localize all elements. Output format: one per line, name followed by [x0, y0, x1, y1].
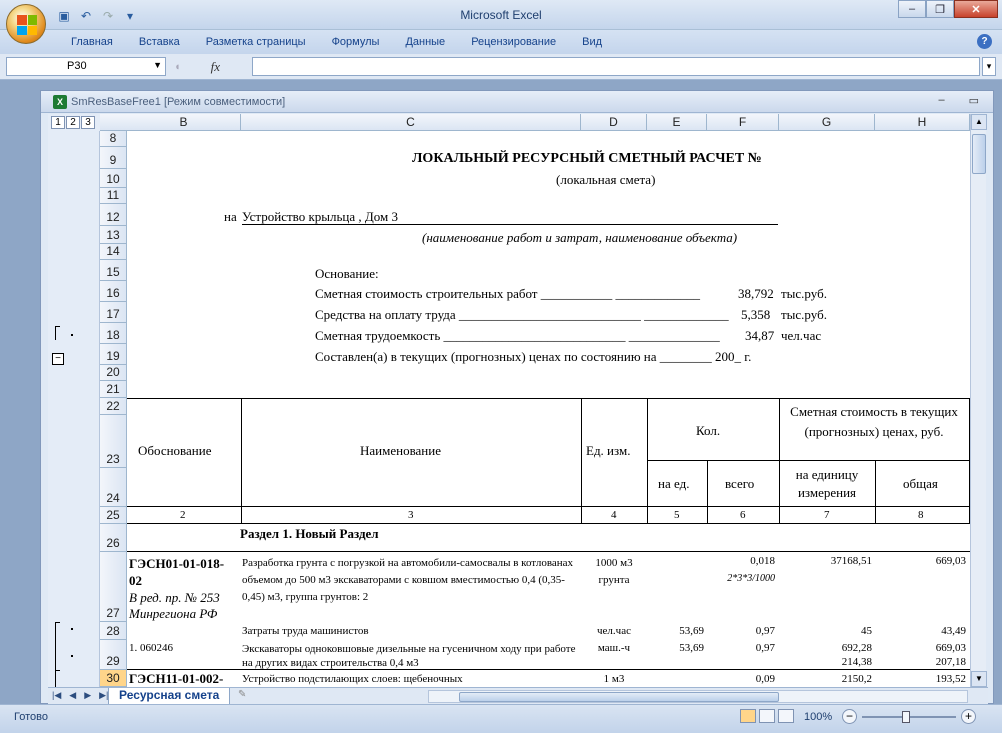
table-border: [875, 460, 876, 524]
status-ready: Готово: [14, 711, 48, 723]
name-box[interactable]: [6, 57, 166, 76]
outline-dot: [71, 655, 73, 657]
tab-formulas[interactable]: Формулы: [331, 36, 380, 48]
first-sheet-icon[interactable]: |◀: [52, 690, 62, 700]
row30-code: ГЭСН11-01-002-: [129, 671, 224, 686]
item1-unit: 1000 м3 грунта: [595, 557, 633, 586]
row-header[interactable]: 17: [100, 302, 127, 323]
row-header[interactable]: 23: [100, 415, 127, 468]
table-border: [647, 460, 970, 461]
minimize-button[interactable]: –: [898, 0, 926, 18]
page-break-view-icon[interactable]: [778, 709, 794, 723]
workspace: [0, 80, 1002, 704]
tab-home[interactable]: Главная: [71, 36, 113, 48]
row-header[interactable]: 13: [100, 226, 127, 244]
close-button[interactable]: ✕: [954, 0, 998, 18]
undo-icon[interactable]: ↶: [80, 9, 92, 23]
row29-price2: 214,38: [841, 656, 872, 668]
column-header-g[interactable]: G: [779, 114, 875, 131]
customize-qat-icon[interactable]: ▾: [126, 9, 134, 23]
row28-name: Затраты труда машинистов: [242, 625, 369, 637]
row-header[interactable]: 18: [100, 323, 127, 344]
table-border: [581, 398, 582, 524]
row28-per: 53,69: [679, 625, 704, 637]
item1-price: 37168,51: [830, 555, 872, 567]
row28-total: 0,97: [755, 625, 775, 637]
collapse-outline-button[interactable]: −: [52, 353, 64, 365]
row30-total: 0,09: [755, 673, 775, 685]
name-box-value: P30: [67, 60, 87, 72]
outline-level-2[interactable]: 2: [66, 116, 80, 129]
outline-pane: [48, 131, 100, 687]
doc-minimize-button[interactable]: –: [938, 94, 945, 106]
object-caption: (наименование работ и затрат, наименование объекта): [422, 230, 738, 245]
row-header[interactable]: 10: [100, 169, 127, 188]
header-qty: Кол.: [696, 423, 721, 438]
outline-level-3[interactable]: 3: [81, 116, 95, 129]
cost-value: 38,792: [738, 286, 774, 301]
labor-label: Средства на оплату труда ____________________________ _____________: [315, 307, 729, 322]
tab-insert[interactable]: Вставка: [138, 36, 180, 48]
column-header-b[interactable]: B: [127, 114, 241, 131]
effort-unit: чел.час: [781, 328, 822, 343]
row29-total: 0,97: [755, 642, 775, 654]
sheet-tab-resource-estimate[interactable]: Ресурсная смета: [108, 688, 230, 705]
header-basis: Обоснование: [138, 443, 212, 458]
header-unit: Ед. изм.: [586, 443, 631, 458]
row-header[interactable]: 16: [100, 281, 127, 302]
title-bar: [0, 0, 1002, 30]
estimate-title: ЛОКАЛЬНЫЙ РЕСУРСНЫЙ СМЕТНЫЙ РАСЧЕТ №: [412, 151, 762, 166]
col-number: 5: [674, 509, 680, 521]
column-headers: [100, 114, 970, 131]
column-header-e[interactable]: E: [647, 114, 707, 131]
table-border: [779, 398, 780, 524]
col-number: 4: [611, 509, 617, 521]
on-label: на: [224, 209, 237, 224]
row29-sum: 669,03: [935, 642, 966, 654]
cost-unit: тыс.руб.: [781, 286, 827, 301]
column-header-f[interactable]: F: [707, 114, 779, 131]
row-header[interactable]: 19: [100, 344, 127, 365]
header-overall: общая: [903, 476, 938, 491]
effort-label: Сметная трудоемкость ____________________________ ______________: [315, 328, 720, 343]
table-border: [127, 398, 970, 399]
expand-formula-icon[interactable]: ▾: [982, 57, 996, 76]
status-bar: [0, 704, 1002, 733]
header-per-unit: на ед.: [658, 476, 690, 491]
row-header[interactable]: 15: [100, 260, 127, 281]
zoom-in-icon[interactable]: +: [961, 709, 976, 724]
row-header[interactable]: 29: [100, 640, 127, 670]
row-header[interactable]: 12: [100, 204, 127, 226]
row-header[interactable]: 21: [100, 381, 127, 398]
zoom-slider[interactable]: [842, 709, 976, 725]
item1-code: ГЭСН01-01-018-02: [129, 556, 225, 588]
row-header[interactable]: 27: [100, 552, 127, 622]
header-name: Наименование: [360, 443, 441, 458]
effort-value: 34,87: [745, 328, 775, 343]
section-title: Раздел 1. Новый Раздел: [240, 526, 379, 541]
row28-price: 45: [861, 625, 872, 637]
row-header[interactable]: 20: [100, 365, 127, 381]
tab-review[interactable]: Рецензирование: [471, 36, 557, 48]
workbook-window: [40, 90, 994, 704]
outline-levels: [48, 114, 100, 131]
table-border: [707, 460, 708, 524]
doc-mode: [Режим совместимости]: [163, 96, 286, 108]
outline-dot: [71, 334, 73, 336]
formula-input[interactable]: [252, 57, 980, 76]
row-header[interactable]: 24: [100, 468, 127, 507]
row29-code: 1. 060246: [129, 642, 173, 654]
scroll-down-icon[interactable]: ▼: [971, 671, 987, 687]
row29-sum2: 207,18: [935, 656, 966, 668]
scroll-up-icon[interactable]: ▲: [971, 114, 987, 130]
row-header[interactable]: 9: [100, 147, 127, 169]
cost-label: Сметная стоимость строительных работ ___________ _____________: [315, 286, 700, 301]
prev-sheet-icon[interactable]: ◀: [69, 690, 77, 700]
basis-label: Основание:: [315, 266, 379, 281]
spreadsheet-grid[interactable]: [48, 114, 970, 687]
row30-sum: 193,52: [935, 673, 966, 685]
workbook-title-bar: [41, 91, 993, 113]
excel-icon: X: [53, 95, 67, 109]
row29-per: 53,69: [679, 642, 704, 654]
column-header-c[interactable]: C: [241, 114, 581, 131]
compiled-label: Составлен(а) в текущих (прогнозных) ценах по состоянию на ________ 200_ г.: [315, 349, 752, 364]
header-total: всего: [725, 476, 755, 491]
item1-sum: 669,03: [935, 555, 966, 567]
sheet-navigation: [52, 690, 108, 701]
vertical-scrollbar[interactable]: [970, 114, 986, 687]
table-border: [127, 551, 970, 552]
row-header[interactable]: 26: [100, 524, 127, 552]
doc-name: SmResBaseFree1: [71, 96, 161, 108]
item1-name: Разработка грунта с погрузкой на автомобили-самосвалы в котлованах объемом до 500 м3 экскаваторами с ковшом вместимостью 0,4 (0,35-0,45) м3, группа грунтов: 2: [242, 557, 574, 603]
office-button[interactable]: [6, 4, 46, 44]
outline-level-1[interactable]: 1: [51, 116, 65, 129]
row-header[interactable]: 14: [100, 244, 127, 260]
last-sheet-icon[interactable]: ▶|: [99, 690, 109, 700]
column-header-h[interactable]: H: [875, 114, 970, 131]
row-header[interactable]: 28: [100, 622, 127, 640]
item1-formula: 2*3*3/1000: [727, 573, 775, 584]
outline-dot: [71, 628, 73, 630]
outline-bracket: [55, 326, 60, 340]
sheet-tab-bar: [48, 687, 988, 704]
header-per-measure: на единицу измерения: [795, 467, 859, 500]
restore-button[interactable]: ❐: [926, 0, 954, 18]
row29-name: Экскаваторы одноковшовые дизельные на гусеничном ходу при работе на других видах строительства 0,4 м3: [242, 643, 576, 669]
zoom-level[interactable]: 100%: [804, 711, 833, 723]
row29-price: 692,28: [841, 642, 872, 654]
formula-bar: [0, 54, 1002, 80]
row-header-selected[interactable]: 30: [100, 670, 127, 687]
view-buttons: [740, 709, 794, 723]
insert-function-area: [168, 57, 252, 76]
column-header-d[interactable]: D: [581, 114, 647, 131]
tab-view[interactable]: Вид: [582, 36, 603, 48]
save-icon[interactable]: ▣: [58, 9, 70, 23]
ribbon-tabs: [0, 30, 1002, 54]
row29-unit: маш.-ч: [597, 642, 631, 654]
normal-view-icon[interactable]: [740, 709, 756, 723]
redo-icon[interactable]: ↷: [102, 9, 114, 23]
vertical-scroll-thumb[interactable]: [972, 134, 986, 174]
workbook-name: [71, 96, 285, 108]
window-controls: [898, 0, 998, 18]
row-header[interactable]: 8: [100, 131, 127, 147]
table-border: [127, 523, 970, 524]
table-border: [647, 398, 648, 524]
item1-ref: В ред. пр. № 253 Минрегиона РФ: [129, 590, 220, 621]
row30-unit: 1 м3: [603, 673, 625, 685]
tab-data[interactable]: Данные: [405, 36, 446, 48]
row30-name: Устройство подстилающих слоев: щебеночных: [242, 673, 463, 685]
circle-icon: ◖: [174, 60, 181, 73]
office-logo-icon: [17, 15, 37, 35]
item1-total: 0,018: [750, 555, 775, 567]
labor-unit: тыс.руб.: [781, 307, 827, 322]
insert-function-button[interactable]: fx: [210, 58, 221, 74]
zoom-knob[interactable]: [902, 711, 910, 723]
row-header[interactable]: 11: [100, 188, 127, 204]
col-number: 3: [408, 509, 414, 521]
help-icon[interactable]: ?: [977, 34, 992, 49]
object-name: Устройство крыльца , Дом 3: [242, 209, 778, 225]
labor-value: 5,358: [741, 307, 771, 322]
table-border: [127, 506, 970, 507]
page-layout-view-icon[interactable]: [759, 709, 775, 723]
outline-bracket: [55, 670, 60, 687]
zoom-out-icon[interactable]: −: [842, 709, 857, 724]
table-border: [241, 398, 242, 524]
insert-sheet-icon[interactable]: ✎: [238, 689, 247, 700]
horizontal-scroll-thumb[interactable]: [459, 692, 779, 702]
row28-sum: 43,49: [941, 625, 966, 637]
estimate-subtitle: (локальная смета): [556, 172, 656, 187]
col-number: 8: [918, 509, 924, 521]
window-title: Microsoft Excel: [460, 8, 542, 22]
col-number: 7: [824, 509, 830, 521]
row-header[interactable]: 22: [100, 398, 127, 415]
header-cost: Сметная стоимость в текущих (прогнозных) ценах, руб.: [790, 404, 958, 439]
row30-price: 2150,2: [841, 673, 872, 685]
tab-page-layout[interactable]: Разметка страницы: [205, 36, 306, 48]
doc-restore-button[interactable]: ▭: [968, 95, 979, 107]
chevron-down-icon[interactable]: ▼: [153, 60, 162, 70]
row28-unit: чел.час: [597, 625, 631, 637]
next-sheet-icon[interactable]: ▶: [84, 690, 92, 700]
col-number: 6: [740, 509, 746, 521]
row-header[interactable]: 25: [100, 507, 127, 524]
col-number: 2: [180, 509, 186, 521]
horizontal-scrollbar[interactable]: [428, 690, 968, 703]
